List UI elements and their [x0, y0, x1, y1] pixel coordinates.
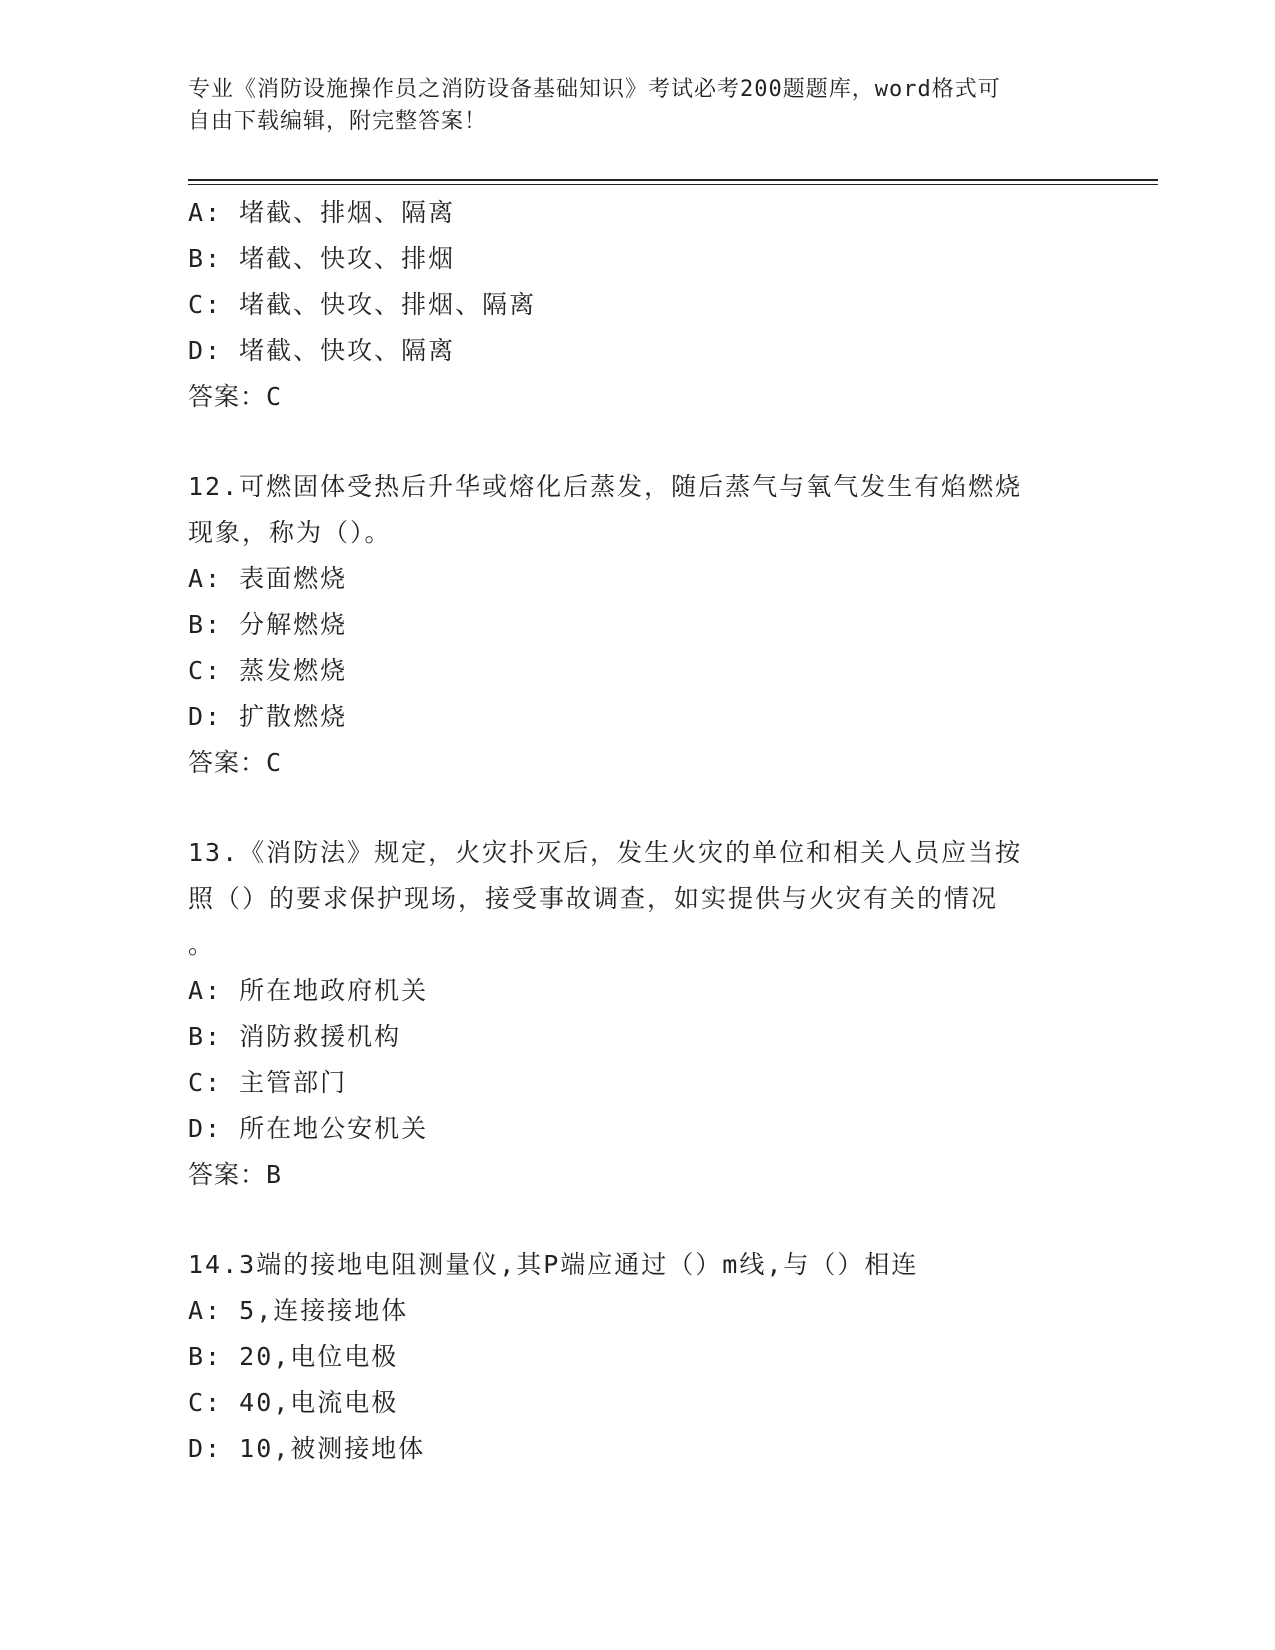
option-a: A: 堵截、排烟、隔离	[188, 198, 456, 227]
option-b: B: 消防救援机构	[188, 1022, 402, 1051]
header-divider-thin	[188, 184, 1158, 185]
header-divider-thick	[188, 179, 1158, 181]
answer-line: 答案：C	[188, 748, 283, 777]
option-c: C: 蒸发燃烧	[188, 656, 348, 685]
option-d: D: 扩散燃烧	[188, 702, 348, 731]
question-stem-line: 照（）的要求保护现场，接受事故调查，如实提供与火灾有关的情况	[188, 884, 999, 913]
spacer	[188, 420, 1088, 464]
spacer	[188, 786, 1088, 830]
option-c: C: 40,电流电极	[188, 1388, 399, 1417]
question-stem-line: 。	[188, 930, 216, 959]
question-list	[188, 190, 1088, 1472]
option-b: B: 20,电位电极	[188, 1342, 399, 1371]
option-a: A: 所在地政府机关	[188, 976, 429, 1005]
question-stem-line: 现象，称为（）。	[188, 518, 392, 547]
answer-line: 答案：B	[188, 1160, 283, 1189]
header-title-line-2: 自由下载编辑，附完整答案！	[188, 109, 488, 134]
question-13	[188, 830, 1088, 1198]
document-header	[188, 74, 1088, 138]
option-d: D: 所在地公安机关	[188, 1114, 429, 1143]
question-stem-line: 13.《消防法》规定，火灾扑灭后，发生火灾的单位和相关人员应当按	[188, 838, 1023, 867]
option-b: B: 分解燃烧	[188, 610, 348, 639]
option-b: B: 堵截、快攻、排烟	[188, 244, 456, 273]
question-stem-line: 12.可燃固体受热后升华或熔化后蒸发，随后蒸气与氧气发生有焰燃烧	[188, 472, 1023, 501]
question-14	[188, 1242, 1088, 1472]
spacer	[188, 1198, 1088, 1242]
option-c: C: 堵截、快攻、排烟、隔离	[188, 290, 537, 319]
option-d: D: 堵截、快攻、隔离	[188, 336, 456, 365]
option-a: A: 5,连接接地体	[188, 1296, 409, 1325]
option-d: D: 10,被测接地体	[188, 1434, 426, 1463]
header-title-line-1: 专业《消防设施操作员之消防设备基础知识》考试必考200题题库，word格式可	[188, 77, 1001, 102]
question-stem-line: 14.3端的接地电阻测量仪,其P端应通过（）m线,与（）相连	[188, 1250, 919, 1279]
question-12	[188, 464, 1088, 786]
option-c: C: 主管部门	[188, 1068, 348, 1097]
answer-line: 答案：C	[188, 382, 283, 411]
option-a: A: 表面燃烧	[188, 564, 348, 593]
question-11-continued	[188, 190, 1088, 420]
